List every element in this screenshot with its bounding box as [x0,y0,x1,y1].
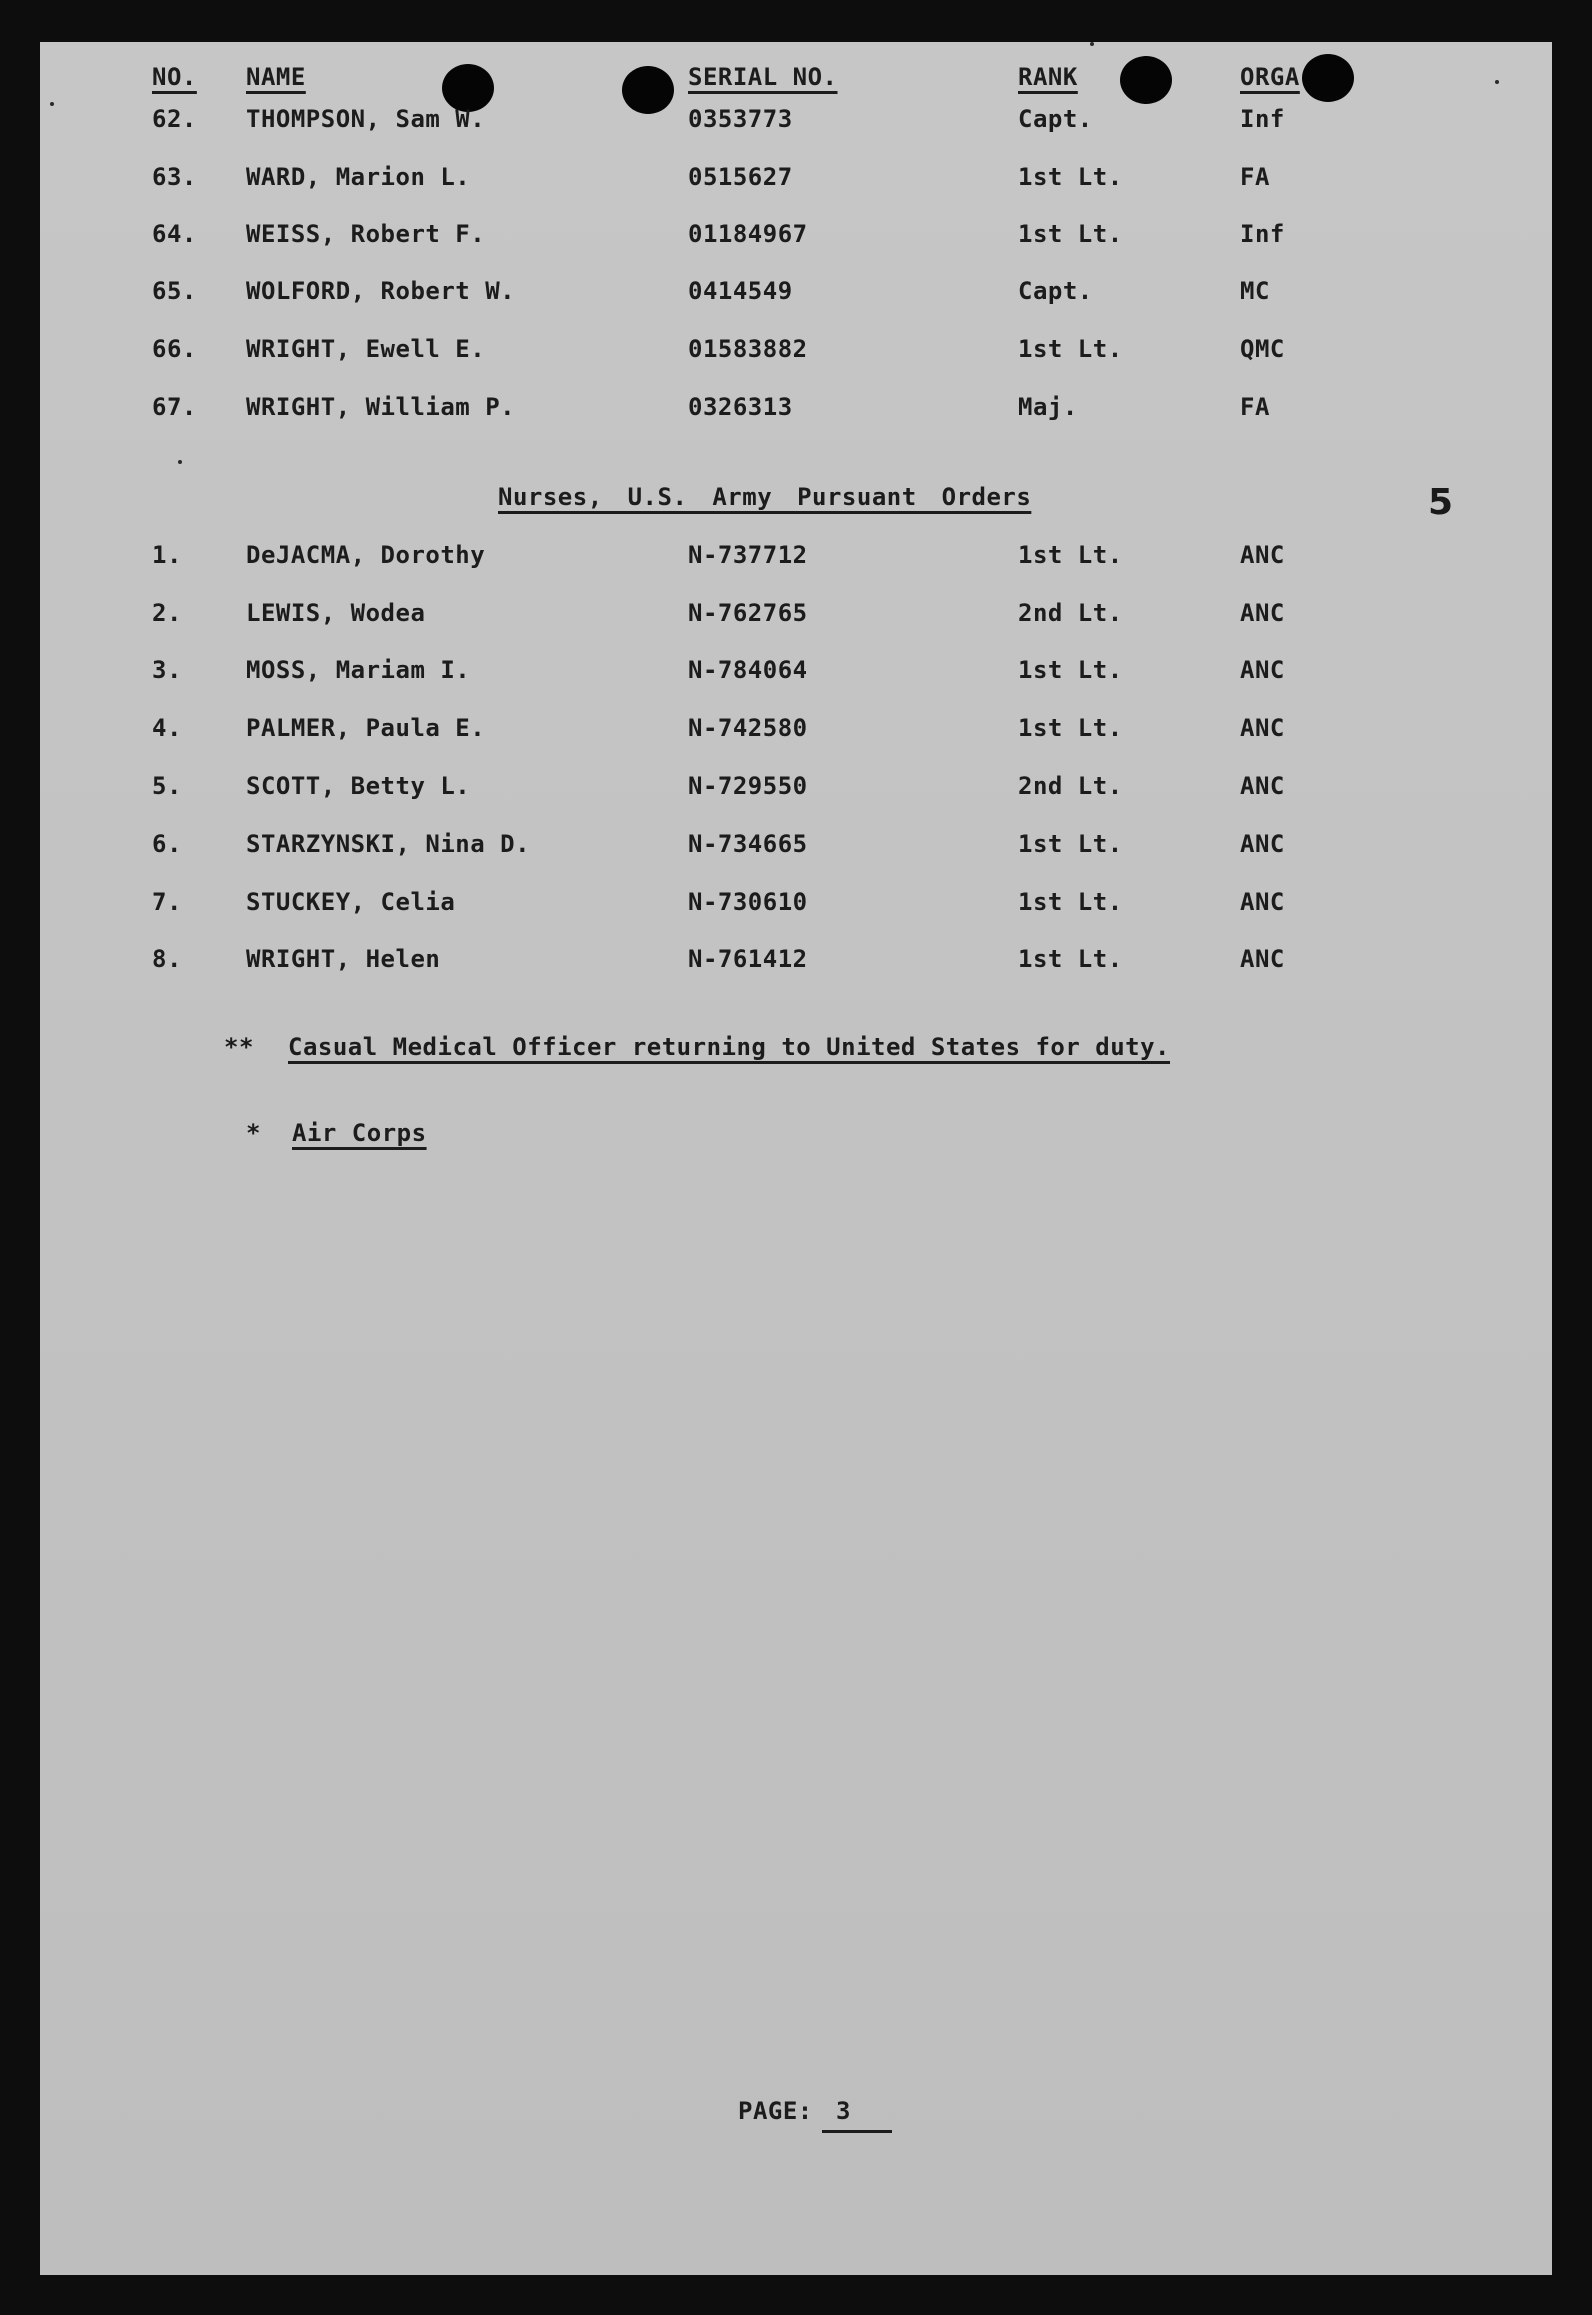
row-org: ANC [1240,888,1285,916]
document-page [40,42,1552,2275]
header-rank: RANK [1018,63,1078,91]
row-org: MC [1240,277,1270,305]
row-name: WOLFORD, Robert W. [246,277,516,305]
row-no: 5. [152,772,182,800]
footnote-air-text: Air Corps [292,1119,427,1147]
row-org: ANC [1240,830,1285,858]
header-no: NO. [152,63,197,91]
row-no: 4. [152,714,182,742]
row-no: 65. [152,277,197,305]
footnote-casual-text: Casual Medical Officer returning to United States for duty. [288,1033,1171,1061]
row-org: Inf [1240,105,1285,133]
row-rank: 2nd Lt. [1018,772,1123,800]
row-serial: 01184967 [688,220,808,248]
row-rank: Maj. [1018,393,1078,421]
row-no: 8. [152,945,182,973]
row-rank: 1st Lt. [1018,888,1123,916]
row-org: QMC [1240,335,1285,363]
row-name: SCOTT, Betty L. [246,772,471,800]
row-rank: 1st Lt. [1018,163,1123,191]
row-rank: 1st Lt. [1018,945,1123,973]
nurses-heading: Nurses, U.S. Army Pursuant Orders [498,483,1032,511]
row-name: DeJACMA, Dorothy [246,541,486,569]
row-no: 6. [152,830,182,858]
row-no: 67. [152,393,197,421]
row-org: ANC [1240,599,1285,627]
row-serial: N-737712 [688,541,808,569]
speck [1090,42,1094,46]
punch-hole [1302,54,1354,102]
row-serial: N-729550 [688,772,808,800]
row-name: MOSS, Mariam I. [246,656,471,684]
row-rank: 1st Lt. [1018,335,1123,363]
row-org: Inf [1240,220,1285,248]
row-no: 64. [152,220,197,248]
row-name: WARD, Marion L. [246,163,471,191]
page-number-underline [822,2130,892,2133]
speck [50,102,54,106]
header-serial: SERIAL NO. [688,63,838,91]
row-name: WEISS, Robert F. [246,220,486,248]
row-org: ANC [1240,656,1285,684]
row-rank: 1st Lt. [1018,714,1123,742]
row-rank: 2nd Lt. [1018,599,1123,627]
row-no: 66. [152,335,197,363]
row-name: STARZYNSKI, Nina D. [246,830,531,858]
row-name: LEWIS, Wodea [246,599,426,627]
page-label: PAGE: [738,2097,813,2125]
row-serial: N-730610 [688,888,808,916]
row-serial: N-761412 [688,945,808,973]
row-rank: Capt. [1018,105,1093,133]
row-no: 1. [152,541,182,569]
row-org: ANC [1240,772,1285,800]
margin-mark: 5 [1428,482,1454,523]
row-no: 7. [152,888,182,916]
row-name: WRIGHT, William P. [246,393,516,421]
speck [178,460,182,464]
row-no: 62. [152,105,197,133]
row-no: 63. [152,163,197,191]
speck [1495,80,1499,84]
page-number: 3 [836,2097,851,2125]
row-name: PALMER, Paula E. [246,714,486,742]
row-rank: 1st Lt. [1018,656,1123,684]
punch-hole [622,66,674,114]
row-rank: Capt. [1018,277,1093,305]
row-name: WRIGHT, Ewell E. [246,335,486,363]
row-name: WRIGHT, Helen [246,945,441,973]
row-org: ANC [1240,945,1285,973]
footnote-casual-symbol: ** [224,1033,254,1061]
row-org: ANC [1240,714,1285,742]
row-serial: N-784064 [688,656,808,684]
row-org: FA [1240,393,1270,421]
row-rank: 1st Lt. [1018,541,1123,569]
row-org: FA [1240,163,1270,191]
row-serial: 0326313 [688,393,793,421]
row-name: STUCKEY, Celia [246,888,456,916]
row-no: 3. [152,656,182,684]
row-rank: 1st Lt. [1018,830,1123,858]
row-serial: N-734665 [688,830,808,858]
punch-hole [1120,56,1172,104]
row-serial: 0515627 [688,163,793,191]
row-rank: 1st Lt. [1018,220,1123,248]
header-name: NAME [246,63,306,91]
row-serial: 0414549 [688,277,793,305]
row-serial: 01583882 [688,335,808,363]
header-org: ORGA [1240,63,1300,91]
row-org: ANC [1240,541,1285,569]
row-name: THOMPSON, Sam W. [246,105,486,133]
row-serial: N-742580 [688,714,808,742]
row-serial: 0353773 [688,105,793,133]
footnote-air-symbol: * [246,1119,261,1147]
row-no: 2. [152,599,182,627]
row-serial: N-762765 [688,599,808,627]
